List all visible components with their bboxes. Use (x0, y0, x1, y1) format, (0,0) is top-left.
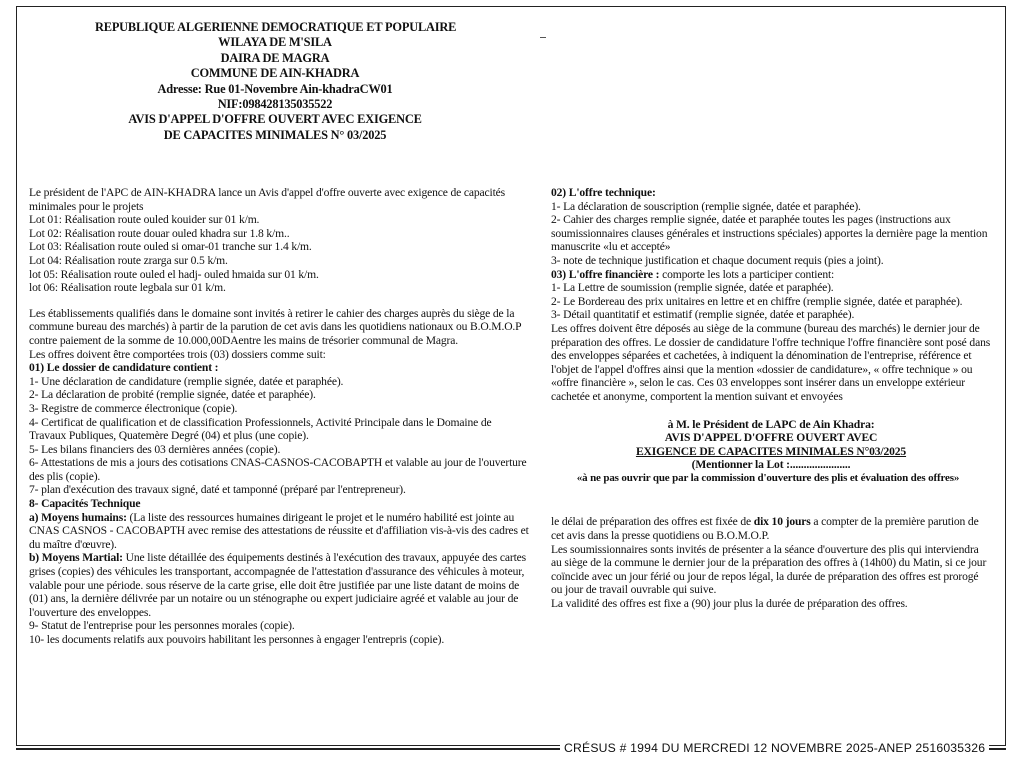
moyens-humains-label: a) Moyens humains: (29, 510, 127, 524)
left-column (29, 186, 529, 647)
address-line: AVIS D'APPEL D'OFFRE OUVERT AVEC (664, 431, 878, 445)
candidature-item: 1- Une déclaration de candidature (remplie signée, datée et paraphée). (29, 374, 344, 388)
offre-financiere-item: 1- La Lettre de soumission (remplie signée, datée et paraphée). (551, 281, 834, 295)
moyens-humains (29, 511, 529, 552)
moyens-materiel (29, 551, 529, 619)
statut-item: 9- Statut de l'entreprise pour les personnes morales (copie). (29, 619, 295, 633)
delai-text: le délai de préparation des offres est fixée de (551, 515, 754, 529)
pouvoirs-item: 10- les documents relatifs aux pouvoirs habilitant les personnes à engager l'entrepris (copie). (29, 633, 445, 646)
offre-financiere-title-rest: comporte les lots a participer contient: (659, 267, 835, 281)
header-line: DAIRA DE MAGRA (220, 50, 330, 65)
header-line: WILAYA DE M'SILA (218, 35, 332, 50)
offre-financiere-heading (551, 268, 991, 282)
candidature-item: 5- Les bilans financiers des 03 dernières années (copie). (29, 442, 281, 456)
envelope-address (551, 418, 991, 486)
delai-duration: dix 10 jours (753, 515, 811, 529)
moyens-materiel-text: Une liste détaillée des équipements destinés à l'exécution des travaux, appuyée des cartes grises (copies) des véhicules les transportant, accompagnée de l'attestation d'assurance des véhicules à moteur, valable pour une période. sous réserve de la carte grise, elle doit être justifiée par une liste datant de moins de (01) ans, la dernière délivrée par un notaire ou un sténographe ou expert judiciaire agréé et valable au jour de l'ouverture des enveloppes. (29, 551, 526, 619)
notice-header (95, 20, 455, 143)
lot-item: Lot 04: Réalisation route zrarga sur 0.5 k/m. (29, 253, 228, 267)
candidature-item: 7- plan d'exécution des travaux signé, daté et tamponné (préparé par l'entrepreneur). (29, 483, 406, 497)
header-line: DE CAPACITES MINIMALES N° 03/2025 (163, 127, 387, 142)
header-line: Adresse: Rue 01-Novembre Ain-khadraCW01 (157, 81, 393, 96)
candidature-title: 01) Le dossier de candidature contient : (29, 361, 219, 375)
candidature-item: 6- Attestations de mis a jours des cotisations CNAS-CASNOS-CACOBAPTH et valable au jour de l'ouverture des plis (copie). (29, 456, 527, 483)
intro-paragraph: Le président de l'APC de AIN-KHADRA lance un Avis d'appel d'offre ouverte avec exigence de capacités minimales pour le projets (29, 186, 505, 213)
delai-text-rest: a compter de la première parution de cet avis dans la presse quotidiens ou B.O.M.O.P. (551, 515, 979, 543)
ouverture-paragraph: Les soumissionnaires sonts invités de présenter a la séance d'ouverture des plis qui interviendra au siège de la commune le dernier jour de la préparation des offres à (14h00) du Matin, si ce jour coïncide avec un jour férié ou jour de repos légal, la durée de préparation des offres est prorogé ou jour de travail ouvrable qui suive. (551, 542, 987, 597)
address-line: EXIGENCE DE CAPACITES MINIMALES N°03/2025 (635, 444, 907, 458)
offre-financiere-title: 03) L'offre financière : (551, 267, 660, 281)
decorative-dash (540, 37, 546, 38)
capacites-title: 8- Capacités Technique (29, 497, 141, 511)
lot-item: lot 05: Réalisation route ouled el hadj- ouled hmaida sur 01 k/m. (29, 267, 319, 281)
right-column (551, 186, 991, 611)
footer-rule-left (16, 748, 561, 750)
retrait-paragraph: Les établissements qualifiés dans le domaine sont invités à retirer le cahier des charges auprès du siège de la commune bureau des marchés) à partir de la parution de cet avis dans les quotidiens nationaux ou B.O.M.O.P contre paiement de la somme de 10.000,00DAentre les mains de trésorier communal de Magra. (29, 306, 522, 347)
header-line: COMMUNE DE AIN-KHADRA (190, 66, 360, 81)
lot-item: Lot 02: Réalisation route douar ouled khadra sur 1.8 k/m.. (29, 226, 290, 240)
footer-reference: CRÉSUS # 1994 DU MERCREDI 12 NOVEMBRE 2025-ANEP 2516035326 (560, 741, 989, 755)
candidature-item: 3- Registre de commerce électronique (copie). (29, 401, 238, 415)
header-line: NIF:098428135035522 (217, 97, 333, 112)
moyens-humains-text: (La liste des ressources humaines dirigeant le projet et le numéro habilité est jointe au CNAS CASNOS - CACOBAPTH avec remise des attestations de réussite et d'affiliation vis-à-vis des cadres et du maître d'œuvre). (29, 510, 529, 551)
validite-paragraph: La validité des offres est fixe a (90) jour plus la durée de préparation des offres. (551, 597, 908, 611)
address-line: à M. le Président de LAPC de Ain Khadra: (667, 417, 875, 431)
candidature-item: 4- Certificat de qualification et de classification Professionnels, Activité Principale dans le Domaine de Travaux Publiques, Quatemère Degré (04) et plus (une copie). (29, 415, 492, 443)
offre-technique-title: 02) L'offre technique: (551, 186, 656, 199)
offre-technique-item: 1- La déclaration de souscription (remplie signée, datée et paraphée). (551, 199, 861, 213)
moyens-materiel-label: b) Moyens Martial: (29, 551, 123, 565)
dossiers-paragraph: Les offres doivent être comportées trois (03) dossiers comme suit: (29, 347, 326, 361)
lot-item: Lot 03: Réalisation route ouled si omar-01 tranche sur 1.4 k/m. (29, 240, 312, 254)
offre-financiere-item: 2- Le Bordereau des prix unitaires en lettre et en chiffre (remplie signée, datée et paraphée). (551, 294, 963, 308)
offre-technique-item: 2- Cahier des charges remplie signée, datée et paraphée toutes les pages (instructions aux soumissionnaires clauses générales et instructions spéciales) apportes la dernière page la mention manuscrite «lu et accepté» (551, 213, 988, 254)
header-line: AVIS D'APPEL D'OFFRE OUVERT AVEC EXIGENCE (128, 112, 422, 127)
header-line: REPUBLIQUE ALGERIENNE DEMOCRATIQUE ET POPULAIRE (95, 20, 457, 34)
lot-item: Lot 01: Réalisation route ouled kouider sur 01 k/m. (29, 213, 260, 227)
offre-technique-item: 3- note de technique justification et chaque document requis (pies a joint). (551, 253, 884, 267)
candidature-item: 2- La déclaration de probité (remplie signée, datée et paraphée). (29, 388, 316, 402)
offre-financiere-item: 3- Détail quantitatif et estimatif (remplie signée, datée et paraphée). (551, 308, 855, 322)
depot-paragraph: Les offres doivent être déposés au siège de la commune (bureau des marchés) le dernier jour de préparation des offres. Le dossier de candidature l'offre technique l'offre financière sont posé dans des enveloppes séparées et cachetées, à indiquent la dénomination de l'entreprise, référence et l'objet de l'appel d'offres ainsi que la mention «dossier de candidature», « offre technique » ou «offre financière », selon le cas. Ces 03 enveloppes sont insérer dans un enveloppe extérieur cachetée et anonyme, comportent la mention suivant et envoyées (551, 321, 991, 403)
address-line: (Mentionner la Lot :...................... (691, 458, 851, 472)
lot-item: lot 06: Réalisation route legbala sur 01 k/m. (29, 281, 226, 295)
delai-paragraph (551, 515, 991, 542)
address-line: «à ne pas ouvrir que par la commission d'ouverture des plis et évaluation des offres» (576, 471, 960, 484)
